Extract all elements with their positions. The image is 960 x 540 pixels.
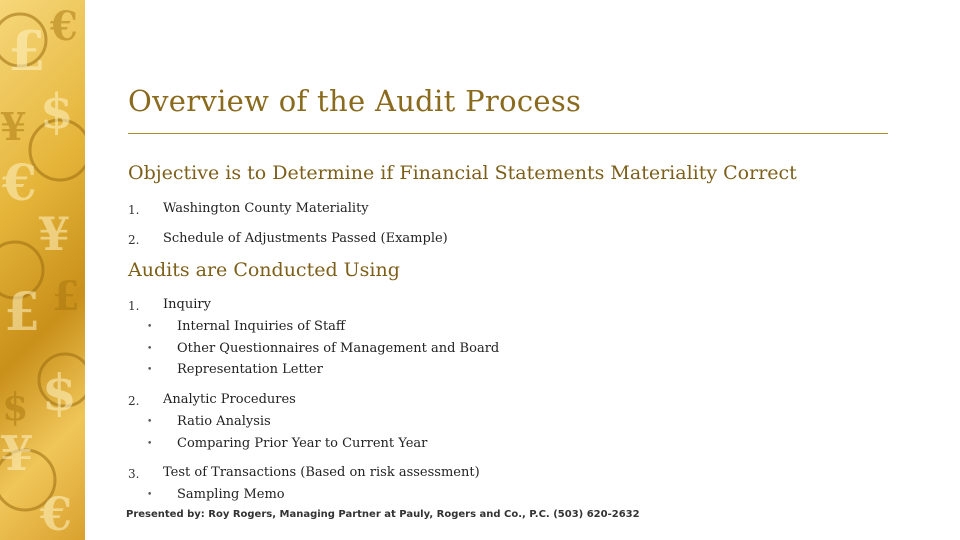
list-item: Inquiry xyxy=(163,297,211,312)
svg-text:¥: ¥ xyxy=(38,207,71,261)
currency-pattern-image xyxy=(0,0,85,540)
list-number: 3. xyxy=(128,467,140,481)
bullet-icon: • xyxy=(147,344,153,354)
bullet-icon: • xyxy=(147,417,153,427)
svg-text:€: € xyxy=(2,153,37,212)
sub-list-item: Sampling Memo xyxy=(177,487,285,502)
list-item: Analytic Procedures xyxy=(163,392,296,407)
svg-text:£: £ xyxy=(52,273,80,320)
list-item: Test of Transactions (Based on risk assessment) xyxy=(163,465,480,480)
svg-text:€: € xyxy=(50,3,78,50)
currency-symbols-decoration xyxy=(0,0,85,540)
list-number: 1. xyxy=(128,299,140,313)
list-item: Washington County Materiality xyxy=(163,201,369,216)
bullet-icon: • xyxy=(147,365,153,375)
list-number: 1. xyxy=(128,203,140,217)
list-number: 2. xyxy=(128,394,140,408)
list-item: Schedule of Adjustments Passed (Example) xyxy=(163,231,448,246)
bullet-icon: • xyxy=(147,439,153,449)
svg-text:¥: ¥ xyxy=(0,104,27,149)
svg-text:£: £ xyxy=(4,282,41,343)
svg-text:¥: ¥ xyxy=(0,426,34,482)
sub-list-item: Other Questionnaires of Management and Board xyxy=(177,341,500,356)
section-heading-objective: Objective is to Determine if Financial Statements Materiality Correct xyxy=(128,162,797,184)
sub-list-item: Internal Inquiries of Staff xyxy=(177,319,346,334)
sub-list-item: Ratio Analysis xyxy=(177,414,271,429)
sub-list-item: Comparing Prior Year to Current Year xyxy=(177,436,428,451)
list-number: 2. xyxy=(128,233,140,247)
svg-text:€: € xyxy=(40,487,73,540)
bullet-icon: • xyxy=(147,490,153,500)
svg-text:$: $ xyxy=(40,84,74,140)
svg-text:$: $ xyxy=(2,384,29,429)
section-heading-audits: Audits are Conducted Using xyxy=(128,259,400,281)
sub-list-item: Representation Letter xyxy=(177,362,323,377)
svg-text:$: $ xyxy=(42,363,77,422)
presenter-footer: Presented by: Roy Rogers, Managing Partner at Pauly, Rogers and Co., P.C. (503) 620-2632 xyxy=(126,509,640,520)
svg-text:£: £ xyxy=(8,19,46,83)
bullet-icon: • xyxy=(147,322,153,332)
slide-title: Overview of the Audit Process xyxy=(128,84,582,118)
title-divider xyxy=(128,133,888,134)
